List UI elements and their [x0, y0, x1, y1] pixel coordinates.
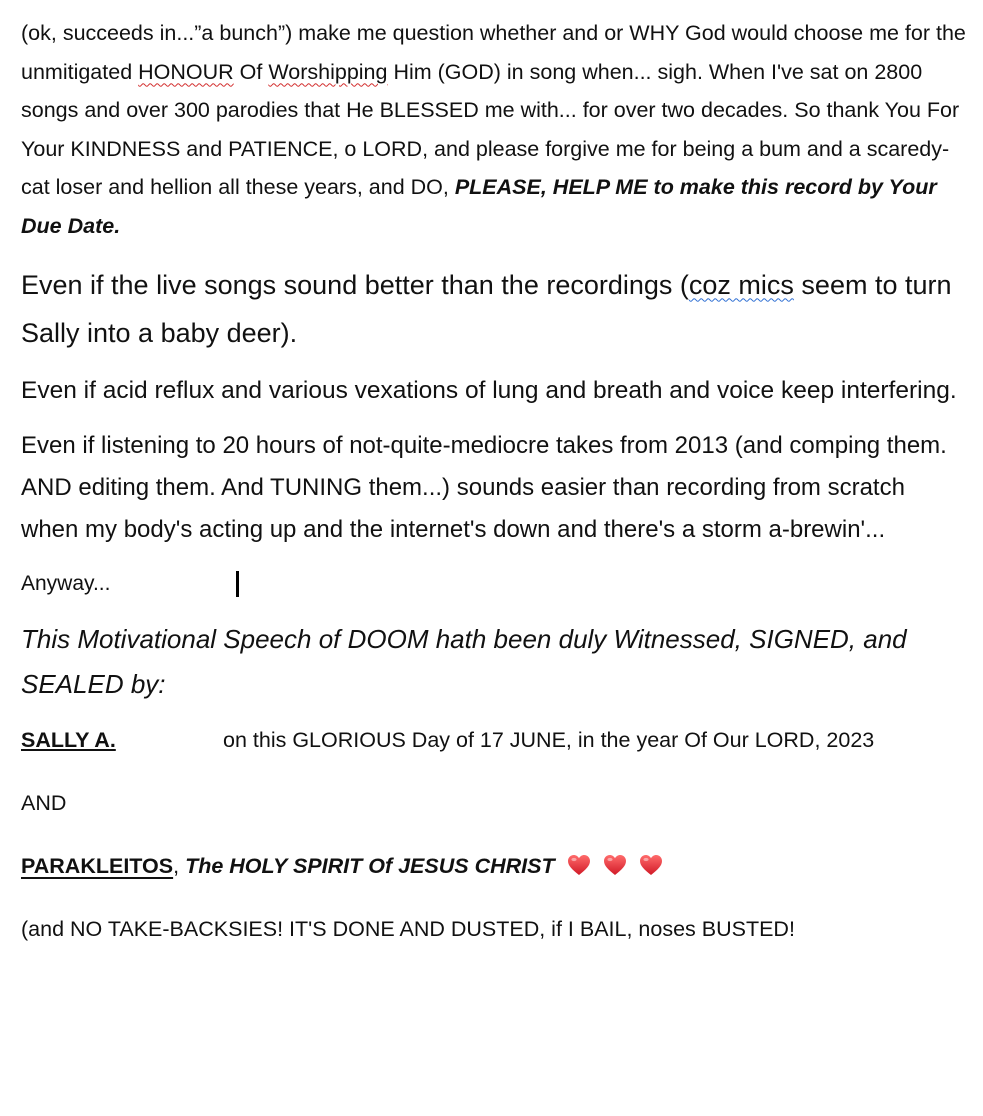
paragraph-live-songs	[21, 261, 966, 357]
signature-date: on this GLORIOUS Day of 17 JUNE, in the year Of Our LORD, 2023	[223, 727, 875, 752]
paragraph-listening: Even if listening to 20 hours of not-quite-mediocre takes from 2013 (and comping them. AND editing them. And TUNING them...) sounds easier than recording from scratch when my body's acting up and the internet's down and there's a storm a-brewin'...	[21, 431, 947, 543]
text-cursor	[236, 571, 239, 597]
paragraph-motivational: This Motivational Speech of DOOM hath been duly Witnessed, SIGNED, and SEALED by:	[21, 623, 907, 699]
paragraph-acid-reflux: Even if acid reflux and various vexations of lung and breath and voice keep interfering.	[21, 376, 957, 404]
signature-line	[21, 725, 966, 755]
paragraph-final: (and NO TAKE-BACKSIES! IT'S DONE AND DUSTED, if I BAIL, noses BUSTED!	[21, 916, 795, 941]
signature-name: SALLY A.	[21, 727, 116, 752]
holy-comma: ,	[173, 853, 186, 878]
heart-icon	[567, 854, 591, 876]
intro-emphasis: PLEASE, HELP ME to make this record by Your Due Date.	[21, 175, 937, 238]
coz-mics-phrase: coz mics	[688, 269, 794, 300]
intro-text-2: Him (GOD) in song when... sigh. When I've sat on 2800 songs and over 300 parodies that He BLESSED me with... for over two decades. So thank You For Your KINDNESS and PATIENCE, o LORD, and please forgive me for being a bum and a scaredy-cat loser and hellion all these years, and DO,	[21, 59, 960, 200]
worshipping-word: Worshipping	[268, 59, 388, 84]
live-songs-text-1: Even if the live songs sound better than the recordings (	[21, 269, 689, 300]
paragraph-and: AND	[21, 790, 67, 815]
heart-icon	[603, 854, 627, 876]
intro-text-1: (ok, succeeds in...”a bunch”) make me question whether and or WHY God would choose me for the unmitigated	[21, 21, 966, 84]
anyway-text: Anyway...	[21, 571, 111, 595]
heart-icon	[639, 854, 663, 876]
holy-spirit-title: The HOLY SPIRIT Of JESUS CHRIST	[185, 853, 555, 878]
document-body[interactable]	[21, 0, 966, 944]
paragraph-anyway	[21, 569, 966, 599]
honour-word: HONOUR	[138, 59, 234, 84]
paragraph-intro	[21, 0, 966, 246]
live-songs-text-2: seem to turn Sally into a baby deer).	[21, 269, 952, 348]
parakleitos-name: PARAKLEITOS	[21, 853, 174, 878]
intro-of: Of	[233, 59, 269, 84]
holy-spirit-line	[21, 851, 966, 881]
